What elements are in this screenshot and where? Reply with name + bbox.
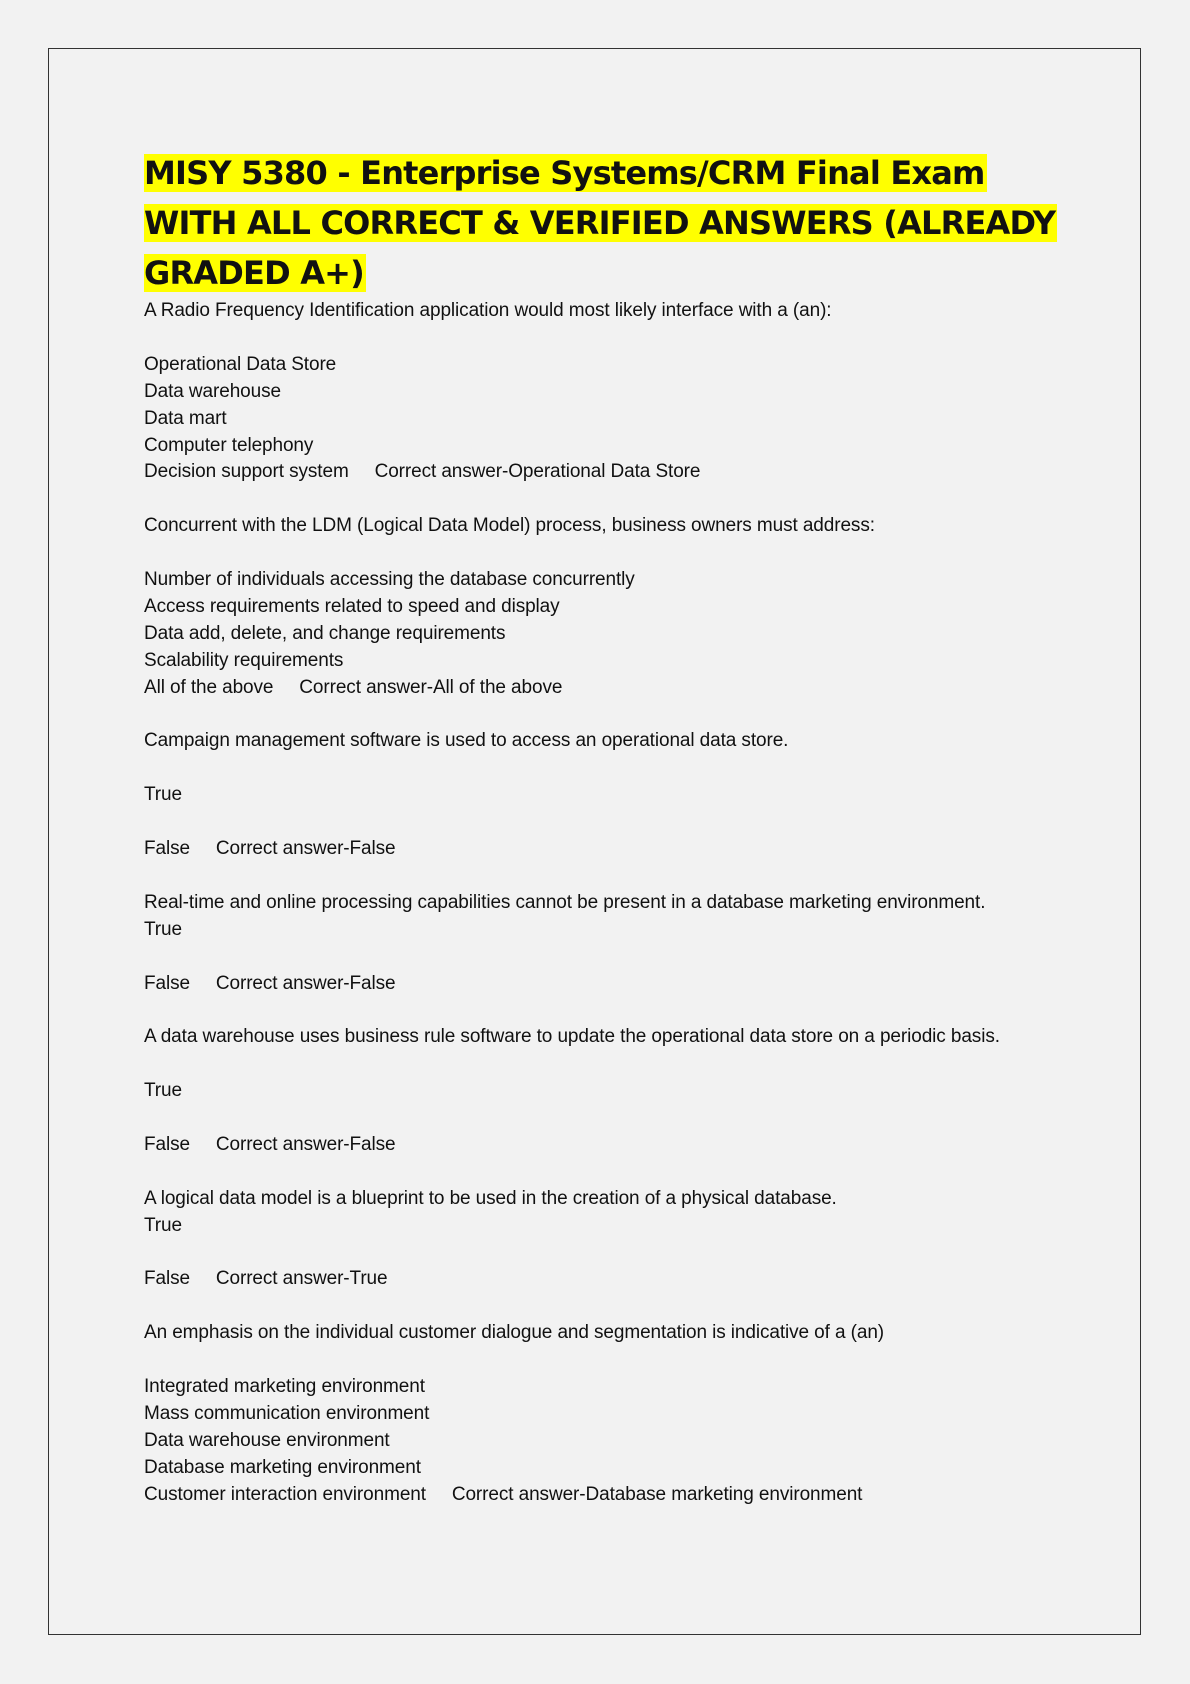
question-text: Campaign management software is used to access an operational data store. bbox=[144, 730, 789, 752]
option: Number of individuals accessing the database concurrently bbox=[144, 569, 635, 591]
spacer bbox=[144, 755, 1084, 782]
correct-answer: Correct answer-False bbox=[215, 838, 396, 860]
document-body bbox=[144, 298, 1084, 1509]
option: Data warehouse environment bbox=[144, 1429, 390, 1451]
option-with-answer bbox=[144, 675, 1084, 702]
option-true: True bbox=[144, 1080, 182, 1102]
option: Computer telephony bbox=[144, 434, 314, 456]
option: Database marketing environment bbox=[144, 1456, 421, 1478]
option-with-answer bbox=[144, 971, 1084, 998]
spacer bbox=[144, 540, 1084, 567]
correct-answer: Correct answer-Operational Data Store bbox=[374, 461, 701, 483]
spacer bbox=[144, 863, 1084, 890]
option-false: False bbox=[144, 1268, 190, 1290]
spacer bbox=[144, 1159, 1084, 1186]
question-text: A logical data model is a blueprint to be used in the creation of a physical database. bbox=[144, 1187, 837, 1209]
question-text: An emphasis on the individual customer dialogue and segmentation is indicative of a (an) bbox=[144, 1322, 885, 1344]
spacer bbox=[144, 997, 1084, 1024]
option-with-answer bbox=[144, 836, 1084, 863]
option: Access requirements related to speed and display bbox=[144, 595, 560, 617]
correct-answer: Correct answer-All of the above bbox=[299, 676, 563, 698]
option-false: False bbox=[144, 838, 190, 860]
option: Data mart bbox=[144, 407, 227, 429]
question-text: A Radio Frequency Identification application would most likely interface with a (an): bbox=[144, 300, 832, 321]
spacer bbox=[144, 1105, 1084, 1132]
option-false: False bbox=[144, 1133, 190, 1155]
question-text: Real-time and online processing capabilities cannot be present in a database marketing environment. bbox=[144, 891, 986, 913]
option-with-answer bbox=[144, 459, 1084, 486]
correct-answer: Correct answer-Database marketing environment bbox=[451, 1483, 863, 1505]
spacer bbox=[144, 809, 1084, 836]
option-true: True bbox=[144, 1214, 182, 1236]
correct-answer: Correct answer-False bbox=[215, 972, 396, 994]
option: Integrated marketing environment bbox=[144, 1376, 425, 1398]
question-text: A data warehouse uses business rule software to update the operational data store on a periodic basis. bbox=[144, 1026, 1000, 1048]
spacer bbox=[144, 1293, 1084, 1320]
option-with-answer bbox=[144, 1266, 1084, 1293]
option: Customer interaction environment bbox=[144, 1483, 426, 1505]
spacer bbox=[144, 702, 1084, 729]
spacer bbox=[144, 1240, 1084, 1267]
title-highlight: MISY 5380 - Enterprise Systems/CRM Final Exam WITH ALL CORRECT & VERIFIED ANSWERS (ALREADY GRADED A+) bbox=[144, 154, 1056, 292]
option: Data add, delete, and change requirements bbox=[144, 622, 506, 644]
spacer bbox=[144, 1347, 1084, 1374]
spacer bbox=[144, 944, 1084, 971]
option: Decision support system bbox=[144, 461, 349, 483]
spacer bbox=[144, 486, 1084, 513]
document-content bbox=[144, 148, 1084, 1509]
option-with-answer bbox=[144, 1132, 1084, 1159]
option-with-answer bbox=[144, 1482, 1084, 1509]
option-false: False bbox=[144, 972, 190, 994]
correct-answer: Correct answer-False bbox=[215, 1133, 396, 1155]
option: Scalability requirements bbox=[144, 649, 344, 671]
option: Data warehouse bbox=[144, 380, 281, 402]
document-title bbox=[144, 148, 1084, 298]
option: All of the above bbox=[144, 676, 274, 698]
spacer bbox=[144, 1051, 1084, 1078]
option: Mass communication environment bbox=[144, 1402, 430, 1424]
question-text: Concurrent with the LDM (Logical Data Model) process, business owners must address: bbox=[144, 515, 875, 537]
correct-answer: Correct answer-True bbox=[215, 1268, 388, 1290]
option-true: True bbox=[144, 784, 182, 806]
option: Operational Data Store bbox=[144, 353, 337, 375]
spacer bbox=[144, 325, 1084, 352]
option-true: True bbox=[144, 918, 182, 940]
